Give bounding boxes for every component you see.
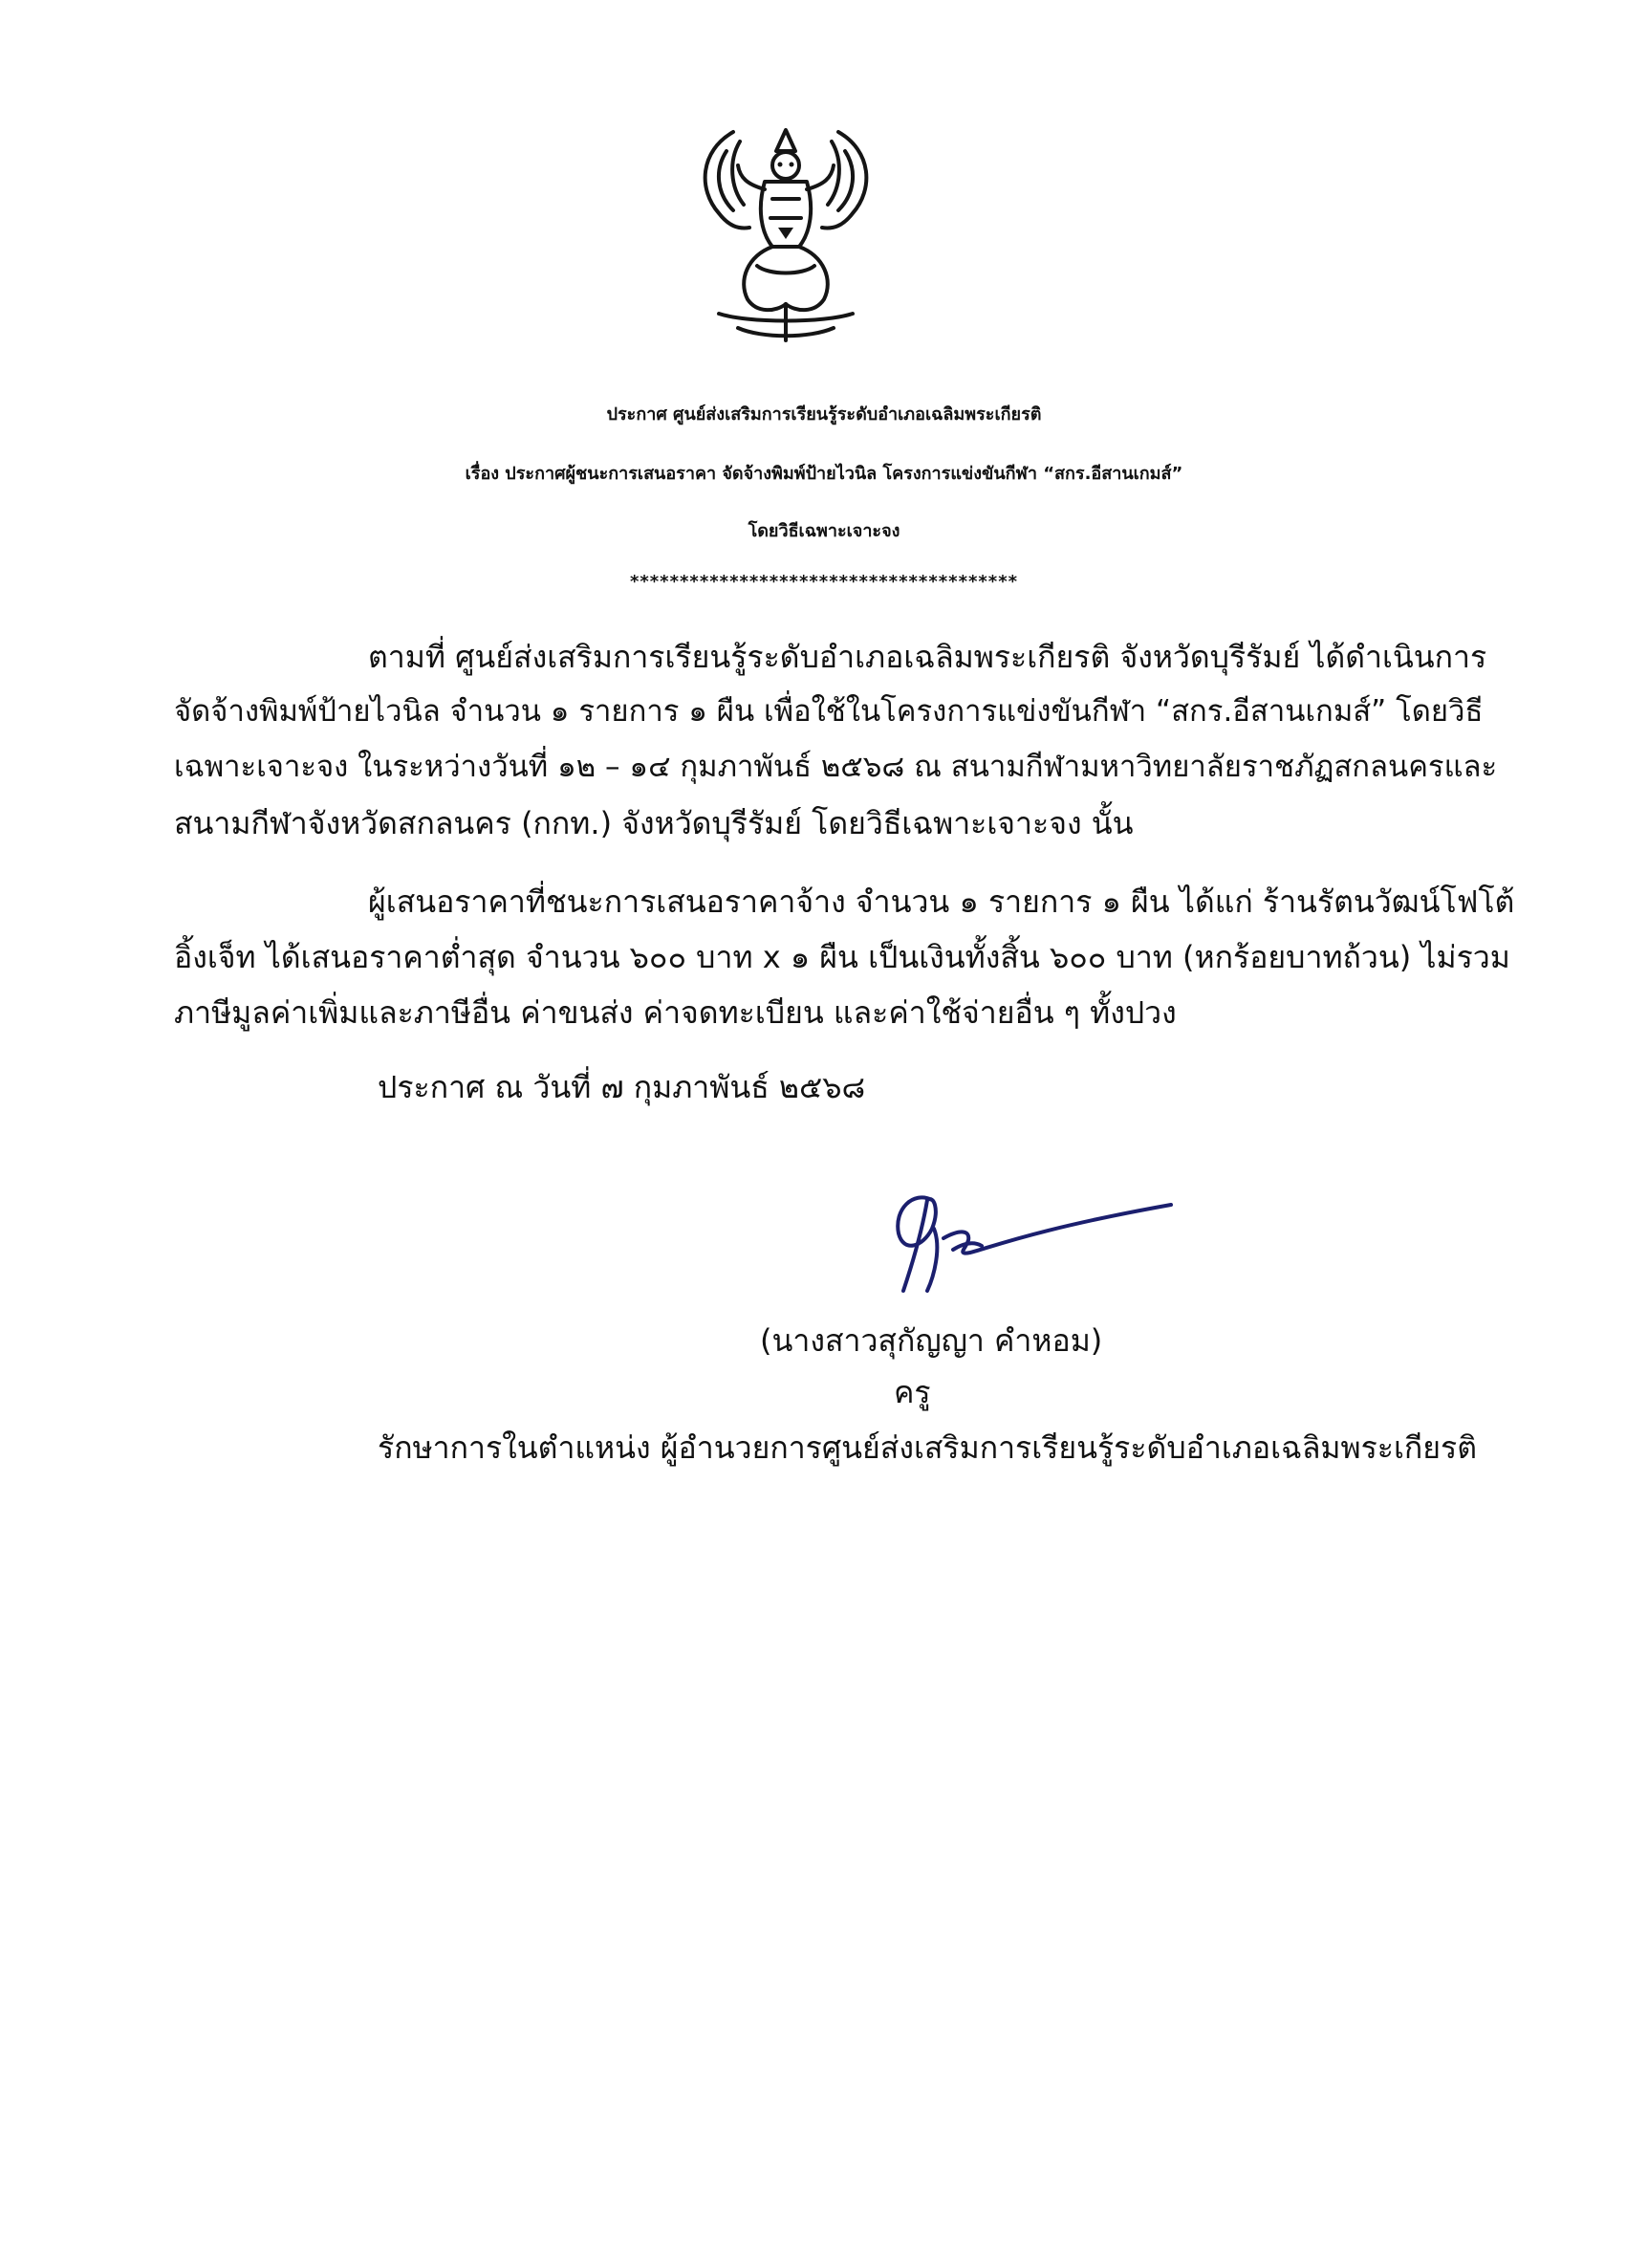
announcement-date: ประกาศ ณ วันที่ ๗ กุมภาพันธ์ ๒๕๖๘ <box>378 1069 866 1105</box>
garuda-emblem-icon <box>681 122 891 346</box>
announcement-subject: เรื่อง ประกาศผู้ชนะการเสนอราคา จัดจ้างพิมพ์ป้ายไวนิล โครงการแข่งขันกีฬา “สกร.อีสานเกมส์” <box>465 464 1183 484</box>
paragraph-1-line-1: ตามที่ ศูนย์ส่งเสริมการเรียนรู้ระดับอำเภอเฉลิมพระเกียรติ จังหวัดบุรีรัมย์ ได้ดำเนินการ <box>368 639 1487 675</box>
paragraph-2-line-2: อิ้งเจ็ท ได้เสนอราคาต่ำสุด จำนวน ๖๐๐ บาท x ๑ ผืน เป็นเงินทั้งสิ้น ๖๐๐ บาท (หกร้อยบาทถ้วน) ไม่รวม <box>174 939 1510 975</box>
handwritten-signature-icon <box>875 1171 1181 1296</box>
paragraph-2-line-1: ผู้เสนอราคาที่ชนะการเสนอราคาจ้าง จำนวน ๑ รายการ ๑ ผืน ได้แก่ ร้านรัตนวัฒน์โฟโต้ <box>368 883 1515 920</box>
procurement-method: โดยวิธีเฉพาะเจาะจง <box>748 521 900 541</box>
paragraph-1-line-2: จัดจ้างพิมพ์ป้ายไวนิล จำนวน ๑ รายการ ๑ ผืน เพื่อใช้ในโครงการแข่งขันกีฬา “สกร.อีสานเกมส์” โดยวิธี <box>174 694 1484 729</box>
paragraph-2-line-3: ภาษีมูลค่าเพิ่มและภาษีอื่น ค่าขนส่ง ค่าจดทะเบียน และค่าใช้จ่ายอื่น ๆ ทั้งปวง <box>174 994 1177 1031</box>
signatory-position: ครู <box>894 1374 931 1410</box>
paragraph-1-line-3: เฉพาะเจาะจง ในระหว่างวันที่ ๑๒ – ๑๔ กุมภาพันธ์ ๒๕๖๘ ณ สนามกีฬามหาวิทยาลัยราชภัฏสกลนครและ <box>174 750 1498 784</box>
signatory-acting-title: รักษาการในตำแหน่ง ผู้อำนวยการศูนย์ส่งเสริมการเรียนรู้ระดับอำเภอเฉลิมพระเกียรติ <box>378 1429 1478 1466</box>
signatory-name: (นางสาวสุกัญญา คำหอม) <box>760 1322 1103 1359</box>
separator-line: *************************************** <box>629 572 1019 592</box>
paragraph-1-line-4: สนามกีฬาจังหวัดสกลนคร (กกท.) จังหวัดบุรีรัมย์ โดยวิธีเฉพาะเจาะจง นั้น <box>174 805 1134 841</box>
announcement-title: ประกาศ ศูนย์ส่งเสริมการเรียนรู้ระดับอำเภอเฉลิมพระเกียรติ <box>606 404 1042 425</box>
